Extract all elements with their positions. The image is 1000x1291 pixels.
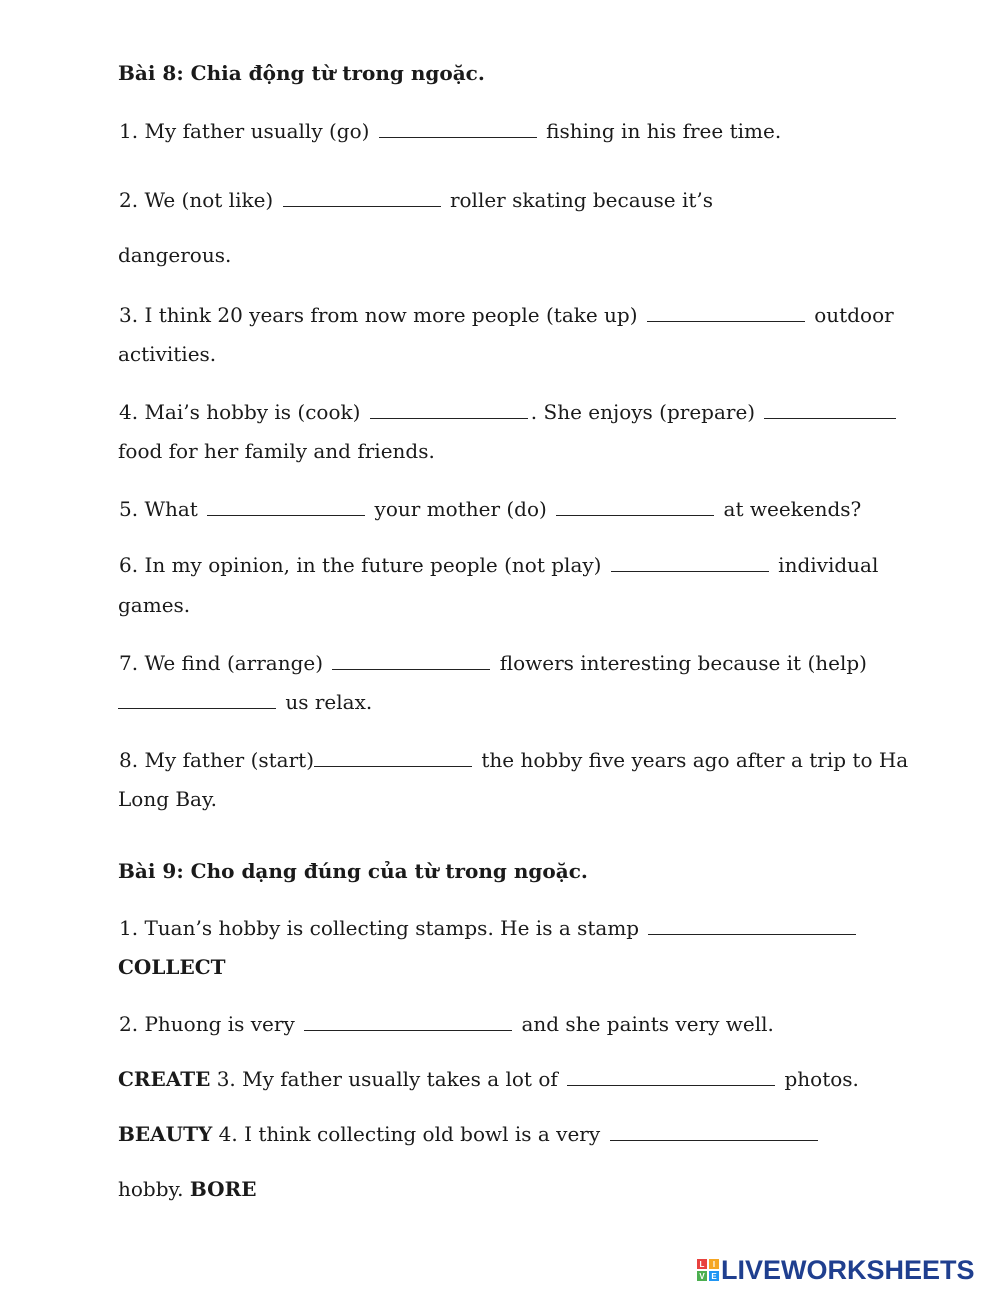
ex9-question-2: 2. Phuong is very and she paints very well. [119,1012,774,1036]
logo-mark [697,1259,719,1281]
ex8-question-7-cont: us relax. [118,689,372,715]
exercise-9-heading: Bài 9: Cho dạng đúng của từ trong ngoặc. [118,859,588,883]
ex8-question-3-cont: activities. [118,342,217,366]
logo-text: LIVEWORKSHEETS [721,1255,975,1285]
ex8-question-3: 3. I think 20 years from now more people (take up) outdoor [119,303,894,327]
answer-blank[interactable] [611,553,769,572]
answer-blank[interactable] [332,651,490,670]
ex9-question-4: BEAUTY 4. I think collecting old bowl is a very [118,1121,821,1147]
ex9-question-1-word: COLLECT [118,955,226,979]
answer-blank[interactable] [314,748,472,767]
logo-letter: E [709,1271,719,1281]
liveworksheets-logo [697,1255,975,1285]
ex8-question-7: 7. We find (arrange) flowers interesting because it (help) [119,651,867,675]
ex8-question-2-cont: dangerous. [118,243,232,267]
exercise-8-heading: Bài 8: Chia động từ trong ngoặc. [118,61,485,85]
ex9-question-3: CREATE 3. My father usually takes a lot of photos. [118,1067,859,1091]
answer-blank[interactable] [283,188,441,207]
ex8-question-5: 5. What your mother (do) at weekends? [119,497,862,521]
ex8-question-1: 1. My father usually (go) fishing in his free time. [119,119,782,143]
ex8-question-8: 8. My father (start) the hobby five years ago after a trip to Ha [119,748,909,772]
answer-blank[interactable] [610,1122,818,1141]
ex8-question-4: 4. Mai’s hobby is (cook) . She enjoys (prepare) [119,399,899,425]
logo-letter: V [697,1271,707,1281]
ex9-question-1: 1. Tuan’s hobby is collecting stamps. He is a stamp [119,915,859,941]
logo-letter: I [709,1259,719,1269]
answer-blank[interactable] [118,690,276,709]
logo-letter: L [697,1259,707,1269]
answer-blank[interactable] [304,1012,512,1031]
ex8-question-6: 6. In my opinion, in the future people (not play) individual [119,553,879,577]
answer-blank[interactable] [556,497,714,516]
answer-blank[interactable] [567,1067,775,1086]
ex8-question-6-cont: games. [118,593,191,617]
answer-blank[interactable] [379,119,537,138]
ex8-question-2: 2. We (not like) roller skating because it’s [119,188,714,212]
ex8-question-4-cont: food for her family and friends. [118,439,435,463]
answer-blank[interactable] [647,303,805,322]
ex9-question-4-cont: hobby. BORE [118,1177,257,1201]
answer-blank[interactable] [648,916,856,935]
answer-blank[interactable] [207,497,365,516]
answer-blank[interactable] [764,400,896,419]
answer-blank[interactable] [370,400,528,419]
ex8-question-8-cont: Long Bay. [118,787,217,811]
